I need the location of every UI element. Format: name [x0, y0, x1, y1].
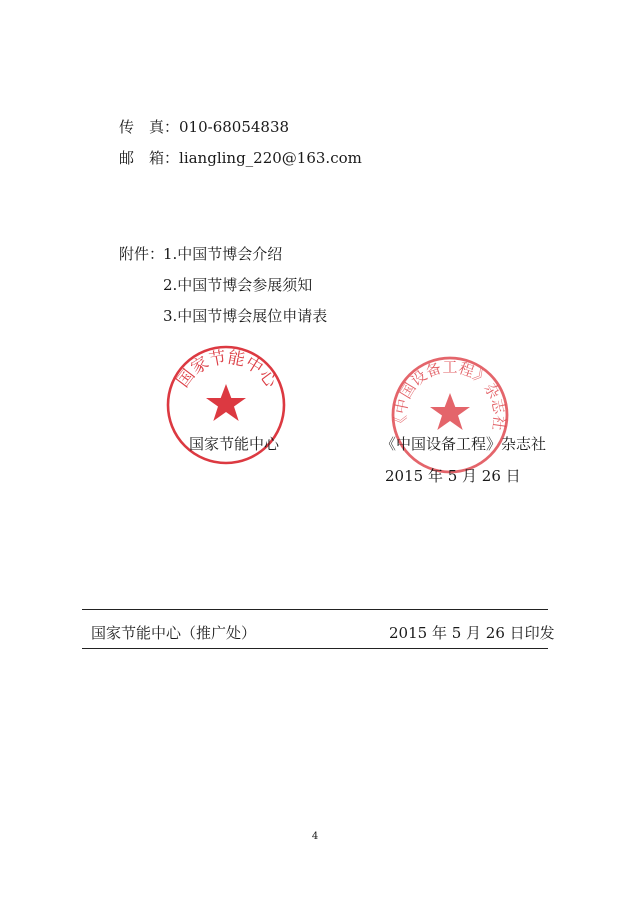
footer-issue-date: 2015 年 5 月 26 日印发	[389, 624, 555, 642]
email-value[interactable]: liangling_220@163.com	[179, 149, 362, 167]
fax-label: 传 真：	[119, 118, 180, 136]
left-signature-org: 国家节能中心	[189, 435, 280, 453]
email-label: 邮 箱：	[119, 149, 180, 167]
footer-top-rule	[82, 609, 548, 610]
right-seal-text: 《中国设备工程》杂志社	[391, 358, 509, 432]
left-seal-text: 国家节能中心	[173, 347, 281, 392]
fax-value: 010-68054838	[179, 118, 290, 136]
signature-date: 2015 年 5 月 26 日	[385, 467, 521, 485]
fax-line	[119, 117, 289, 137]
svg-text:国家节能中心	[173, 348, 281, 392]
attachments-label: 附件：	[119, 245, 165, 263]
attachment-item-3: 3.中国节博会展位申请表	[163, 307, 328, 325]
footer-issuer: 国家节能中心（推广处）	[91, 624, 257, 642]
page-number: 4	[311, 831, 319, 842]
footer-bottom-rule	[82, 648, 548, 649]
attachment-item-2: 2.中国节博会参展须知	[163, 276, 313, 294]
right-signature-org: 《中国设备工程》杂志社	[381, 435, 547, 453]
email-line	[119, 148, 362, 168]
equipment-engineering-magazine-seal	[387, 352, 513, 478]
attachment-item-1: 1.中国节博会介绍	[163, 245, 283, 263]
